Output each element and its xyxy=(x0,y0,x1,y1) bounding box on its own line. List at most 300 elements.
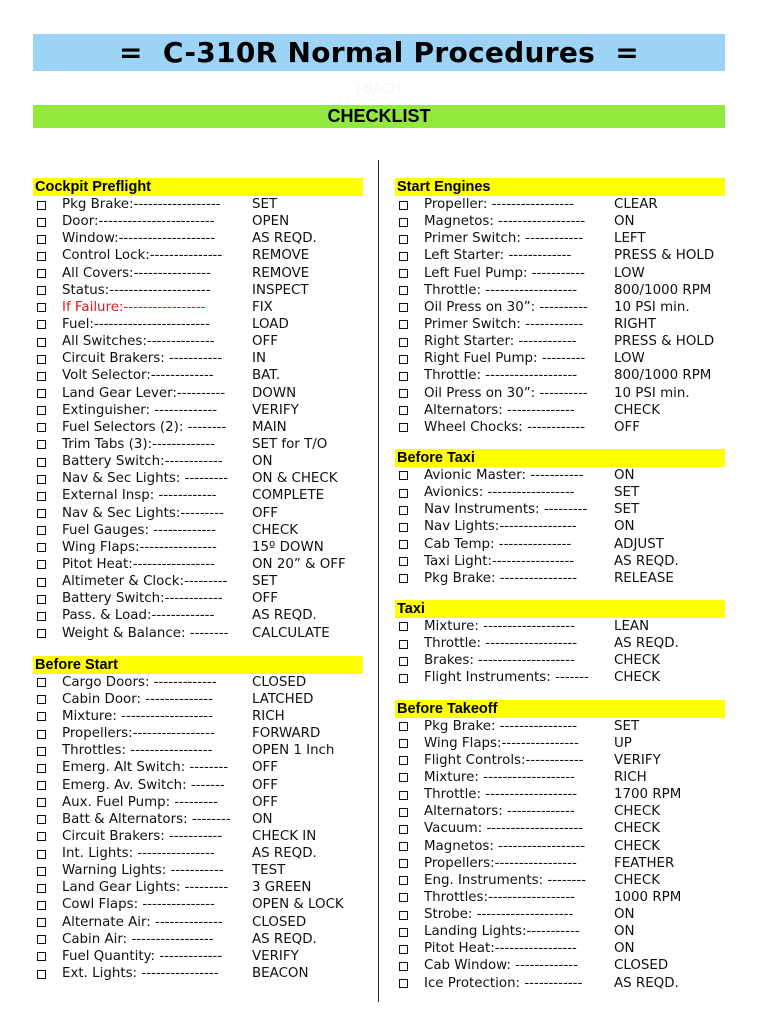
checkbox-icon[interactable] xyxy=(399,201,408,210)
checkbox-icon[interactable] xyxy=(37,695,46,704)
leader-dashes: ------------- xyxy=(148,522,217,538)
checkbox-icon[interactable] xyxy=(399,523,408,532)
checklist-row[interactable] xyxy=(33,230,363,247)
checklist-row[interactable] xyxy=(395,669,725,686)
checklist-action: RICH xyxy=(614,769,647,785)
checklist-item-label xyxy=(424,669,589,686)
leader-dashes: ------------- xyxy=(150,368,214,384)
checkbox-icon[interactable] xyxy=(399,574,408,583)
checklist-row[interactable] xyxy=(395,230,725,247)
checkbox-icon[interactable] xyxy=(399,842,408,851)
checkbox-icon[interactable] xyxy=(37,423,46,432)
item-name: Cowl Flaps: xyxy=(62,897,139,913)
checklist-row[interactable] xyxy=(395,553,725,570)
checkbox-icon[interactable] xyxy=(399,893,408,902)
checklist-row[interactable] xyxy=(33,573,363,590)
checklist-row[interactable] xyxy=(33,367,363,384)
leader-dashes: ---------------- xyxy=(499,519,577,535)
checkbox-icon[interactable] xyxy=(399,372,408,381)
checklist-row[interactable] xyxy=(33,759,363,776)
checkbox-icon[interactable] xyxy=(399,722,408,731)
checkbox-icon[interactable] xyxy=(37,303,46,312)
checklist-header-bar xyxy=(33,105,725,128)
checkbox-icon[interactable] xyxy=(37,218,46,227)
checklist-action: ON xyxy=(252,454,273,470)
checklist-row[interactable] xyxy=(395,803,725,820)
checklist-item-label xyxy=(62,607,214,624)
checklist-row[interactable] xyxy=(395,618,725,635)
item-name: Pkg Brake: xyxy=(424,718,496,734)
checklist-row[interactable] xyxy=(33,794,363,811)
checklist-action: CALCULATE xyxy=(252,625,330,641)
checkbox-icon[interactable] xyxy=(37,798,46,807)
checklist-row[interactable] xyxy=(33,539,363,556)
leader-dashes: ------------- xyxy=(151,608,215,624)
checkbox-icon[interactable] xyxy=(399,506,408,515)
checkbox-icon[interactable] xyxy=(37,747,46,756)
checkbox-icon[interactable] xyxy=(399,320,408,329)
checkbox-icon[interactable] xyxy=(399,945,408,954)
checklist-row[interactable] xyxy=(33,777,363,794)
checklist-action: REMOVE xyxy=(252,248,310,264)
checklist-row[interactable] xyxy=(395,196,725,213)
checklist-action: RELEASE xyxy=(614,570,674,586)
checkbox-icon[interactable] xyxy=(399,640,408,649)
checklist-row[interactable] xyxy=(395,820,725,837)
checklist-row[interactable] xyxy=(33,590,363,607)
checklist-row[interactable] xyxy=(33,828,363,845)
checkbox-icon[interactable] xyxy=(37,970,46,979)
checkbox-icon[interactable] xyxy=(399,557,408,566)
checklist-row[interactable] xyxy=(33,265,363,282)
checkbox-icon[interactable] xyxy=(399,791,408,800)
checklist-item-label xyxy=(62,811,231,828)
checklist-row[interactable] xyxy=(395,467,725,484)
checkbox-icon[interactable] xyxy=(399,235,408,244)
checkbox-icon[interactable] xyxy=(399,825,408,834)
item-name: Nav & Sec Lights: xyxy=(62,471,181,487)
checklist-item-label xyxy=(424,820,583,837)
checkbox-icon[interactable] xyxy=(37,526,46,535)
item-name: Fuel Quantity: xyxy=(62,948,156,964)
checkbox-icon[interactable] xyxy=(37,850,46,859)
checkbox-icon[interactable] xyxy=(399,773,408,782)
checkbox-icon[interactable] xyxy=(37,492,46,501)
leader-dashes: ----------------- xyxy=(126,743,213,759)
item-name: Primer Switch: xyxy=(424,316,521,332)
checkbox-icon[interactable] xyxy=(37,355,46,364)
checklist-item-label xyxy=(62,896,215,913)
checklist-item-label xyxy=(62,436,215,453)
section-heading: Before Start xyxy=(33,656,363,674)
checklist-row[interactable] xyxy=(33,333,363,350)
checkbox-icon[interactable] xyxy=(37,952,46,961)
checklist-row[interactable] xyxy=(33,742,363,759)
checkbox-icon[interactable] xyxy=(399,911,408,920)
checklist-action: 10 PSI min. xyxy=(614,385,690,401)
checkbox-icon[interactable] xyxy=(37,612,46,621)
checkbox-icon[interactable] xyxy=(37,901,46,910)
checklist-item-label xyxy=(424,367,577,384)
item-name: Mixture: xyxy=(62,708,117,724)
checklist-item-label xyxy=(62,794,218,811)
checkbox-icon[interactable] xyxy=(37,269,46,278)
checklist-action: VERIFY xyxy=(252,402,299,418)
item-name: Circuit Brakers: xyxy=(62,351,165,367)
item-name: Propellers: xyxy=(62,726,133,742)
checklist-row[interactable] xyxy=(33,914,363,931)
checkbox-icon[interactable] xyxy=(37,815,46,824)
checklist-item-label xyxy=(424,385,588,402)
checklist-row[interactable] xyxy=(33,436,363,453)
checklist-item-label xyxy=(62,931,214,948)
checklist-label: CHECKLIST xyxy=(327,106,431,126)
checklist-item-label xyxy=(62,845,215,862)
checkbox-icon[interactable] xyxy=(399,303,408,312)
item-name: Eng. Instruments: xyxy=(424,872,544,888)
checkbox-icon[interactable] xyxy=(37,338,46,347)
item-name: Mixture: xyxy=(424,618,479,634)
section-gap xyxy=(395,587,725,600)
item-name: Battery Switch: xyxy=(62,591,165,607)
checklist-action: ON 20” & OFF xyxy=(252,556,346,572)
checkbox-icon[interactable] xyxy=(399,252,408,261)
checklist-item-label xyxy=(424,467,583,484)
checklist-item-label xyxy=(62,350,222,367)
checklist-action: OFF xyxy=(252,777,278,793)
checkbox-icon[interactable] xyxy=(399,962,408,971)
checklist-row[interactable] xyxy=(33,419,363,436)
checkbox-icon[interactable] xyxy=(37,201,46,210)
checklist-row[interactable] xyxy=(33,862,363,879)
checklist-row[interactable] xyxy=(33,522,363,539)
checklist-row[interactable] xyxy=(395,570,725,587)
checklist-action: OFF xyxy=(252,760,278,776)
page-title-bar xyxy=(33,34,725,71)
checklist-row[interactable] xyxy=(33,299,363,316)
leader-dashes: ------------ xyxy=(154,488,217,504)
leader-dashes: --------- xyxy=(170,794,218,810)
checklist-action: SET xyxy=(252,574,278,590)
leader-dashes: ------------ xyxy=(522,419,586,435)
checkbox-icon[interactable] xyxy=(37,543,46,552)
checklist-item-label xyxy=(62,247,222,264)
checklist-row[interactable] xyxy=(395,501,725,518)
checklist-row[interactable] xyxy=(395,316,725,333)
checklist-row[interactable] xyxy=(33,708,363,725)
item-name: Primer Switch: xyxy=(424,231,521,247)
checklist-row[interactable] xyxy=(395,957,725,974)
leader-dashes: ------------ xyxy=(520,316,584,332)
checklist-item-label xyxy=(62,522,216,539)
checkbox-icon[interactable] xyxy=(37,458,46,467)
checklist-row[interactable] xyxy=(395,518,725,535)
checkbox-icon[interactable] xyxy=(399,979,408,988)
checklist-row[interactable] xyxy=(395,402,725,419)
checklist-row[interactable] xyxy=(33,948,363,965)
checklist-action: OFF xyxy=(252,334,278,350)
checklist-action: CHECK xyxy=(614,838,661,854)
checkbox-icon[interactable] xyxy=(399,859,408,868)
leader-dashes: ------------- xyxy=(155,948,223,964)
checklist-row[interactable] xyxy=(395,752,725,769)
checklist-row[interactable] xyxy=(395,889,725,906)
checklist-row[interactable] xyxy=(33,811,363,828)
checklist-row[interactable] xyxy=(395,299,725,316)
checklist-row[interactable] xyxy=(395,855,725,872)
checkbox-icon[interactable] xyxy=(37,475,46,484)
checklist-row[interactable] xyxy=(395,652,725,669)
item-name: Weight & Balance: xyxy=(62,625,186,641)
checkbox-icon[interactable] xyxy=(37,832,46,841)
checklist-row[interactable] xyxy=(395,247,725,264)
checklist-item-label xyxy=(424,419,585,436)
checkbox-icon[interactable] xyxy=(37,509,46,518)
checklist-item-label xyxy=(424,803,575,820)
checkbox-icon[interactable] xyxy=(37,406,46,415)
leader-dashes: -------------------- xyxy=(118,231,216,247)
checkbox-icon[interactable] xyxy=(399,739,408,748)
checkbox-icon[interactable] xyxy=(37,712,46,721)
checkbox-icon[interactable] xyxy=(399,540,408,549)
checklist-item-label xyxy=(424,518,577,535)
checklist-row[interactable] xyxy=(33,879,363,896)
checklist-row[interactable] xyxy=(395,718,725,735)
checkbox-icon[interactable] xyxy=(399,389,408,398)
checklist-item-label xyxy=(424,923,580,940)
checklist-row[interactable] xyxy=(395,265,725,282)
checklist-row[interactable] xyxy=(33,385,363,402)
checklist-item-label xyxy=(62,691,213,708)
item-name: Cargo Doors: xyxy=(62,674,150,690)
checklist-row[interactable] xyxy=(395,923,725,940)
checkbox-icon[interactable] xyxy=(399,269,408,278)
checklist-item-label xyxy=(62,470,228,487)
checklist-item-label xyxy=(424,906,573,923)
checklist-row[interactable] xyxy=(395,213,725,230)
checklist-row[interactable] xyxy=(395,769,725,786)
checklist-row[interactable] xyxy=(395,282,725,299)
checklist-row[interactable] xyxy=(33,625,363,642)
item-name: All Covers: xyxy=(62,265,134,281)
item-name: Propeller: xyxy=(424,197,488,212)
item-name: Alternate Air: xyxy=(62,914,151,930)
checkbox-icon[interactable] xyxy=(37,286,46,295)
checkbox-icon[interactable] xyxy=(37,320,46,329)
checklist-row[interactable] xyxy=(395,838,725,855)
item-name: Emerg. Av. Switch: xyxy=(62,777,187,793)
leader-dashes: -------------------- xyxy=(473,653,575,669)
checklist-row[interactable] xyxy=(395,975,725,992)
checklist-action: ON xyxy=(252,811,273,827)
item-name: Fuel: xyxy=(62,316,94,332)
checklist-row[interactable] xyxy=(395,419,725,436)
checkbox-icon[interactable] xyxy=(37,595,46,604)
leader-dashes: ------------------- xyxy=(478,769,575,785)
checkbox-icon[interactable] xyxy=(399,622,408,631)
checklist-row[interactable] xyxy=(33,505,363,522)
checklist-row[interactable] xyxy=(33,896,363,913)
checklist-row[interactable] xyxy=(395,385,725,402)
leader-dashes: -------------- xyxy=(146,334,215,350)
checklist-item-label xyxy=(62,708,213,725)
checklist-action: SET for T/O xyxy=(252,436,328,452)
page-title: = C-310R Normal Procedures = xyxy=(119,36,639,69)
section-heading: Taxi xyxy=(395,600,725,618)
checkbox-icon[interactable] xyxy=(37,781,46,790)
checklist-row[interactable] xyxy=(33,931,363,948)
checkbox-icon[interactable] xyxy=(399,489,408,498)
checklist-item-label xyxy=(424,752,584,769)
checklist-row[interactable] xyxy=(33,316,363,333)
item-name: Magnetos: xyxy=(424,838,494,854)
checklist-action: AS REQD. xyxy=(252,231,317,247)
checklist-action: LATCHED xyxy=(252,691,314,707)
checklist-row[interactable] xyxy=(33,725,363,742)
item-name: External Insp: xyxy=(62,488,155,504)
checkbox-icon[interactable] xyxy=(399,876,408,885)
checkbox-icon[interactable] xyxy=(37,578,46,587)
checklist-action: CHECK IN xyxy=(252,828,317,844)
item-name: Throttles: xyxy=(62,743,127,759)
checklist-item-label xyxy=(62,573,227,590)
checklist-action: CLOSED xyxy=(252,674,307,690)
checklist-action: PRESS & HOLD xyxy=(614,248,715,264)
checkbox-icon[interactable] xyxy=(37,867,46,876)
checklist-item-label xyxy=(62,402,217,419)
checkbox-icon[interactable] xyxy=(399,928,408,937)
checklist-row[interactable] xyxy=(395,484,725,501)
item-name: Avionics: xyxy=(424,485,484,501)
checkbox-icon[interactable] xyxy=(399,286,408,295)
checklist-row[interactable] xyxy=(33,845,363,862)
leader-dashes: --------- xyxy=(180,880,229,896)
leader-dashes: ----------------- xyxy=(132,556,215,572)
checkbox-icon[interactable] xyxy=(399,471,408,480)
checklist-row[interactable] xyxy=(33,556,363,573)
checklist-row[interactable] xyxy=(33,350,363,367)
checklist-action: AS REQD. xyxy=(252,846,317,862)
checklist-action: LEFT xyxy=(614,231,646,247)
checklist-row[interactable] xyxy=(395,940,725,957)
leader-dashes: ------------- xyxy=(152,436,215,452)
checkbox-icon[interactable] xyxy=(399,657,408,666)
checklist-item-label xyxy=(424,501,587,518)
item-name: Volt Selector: xyxy=(62,368,151,384)
item-name: Pitot Heat: xyxy=(424,941,495,957)
checklist-row[interactable] xyxy=(395,872,725,889)
checkbox-icon[interactable] xyxy=(399,423,408,432)
checklist-row[interactable] xyxy=(395,333,725,350)
checkbox-icon[interactable] xyxy=(399,338,408,347)
checkbox-icon[interactable] xyxy=(37,678,46,687)
leader-dashes: --------- xyxy=(539,502,588,518)
checklist-row[interactable] xyxy=(395,786,725,803)
checklist-row[interactable] xyxy=(33,213,363,230)
checklist-row[interactable] xyxy=(33,402,363,419)
checklist-row[interactable] xyxy=(33,965,363,982)
checklist-row[interactable] xyxy=(33,196,363,213)
checklist-action: AS REQD. xyxy=(614,553,679,569)
checklist-row[interactable] xyxy=(395,635,725,652)
item-name: Magnetos: xyxy=(424,214,494,230)
checklist-row[interactable] xyxy=(395,735,725,752)
checklist-action: SET xyxy=(614,485,640,501)
checklist-action: CHECK xyxy=(614,653,661,669)
checklist-row[interactable] xyxy=(33,607,363,624)
checkbox-icon[interactable] xyxy=(37,918,46,927)
checkbox-icon[interactable] xyxy=(37,372,46,381)
leader-dashes: -------- xyxy=(185,625,229,641)
checklist-item-label xyxy=(62,453,223,470)
checklist-row[interactable] xyxy=(33,691,363,708)
checkbox-icon[interactable] xyxy=(37,252,46,261)
leader-dashes: -------------- xyxy=(502,804,575,820)
leader-dashes: ------------------------ xyxy=(93,316,210,332)
leader-dashes: --------- xyxy=(180,505,224,521)
section-heading: Before Takeoff xyxy=(395,700,725,718)
checkbox-icon[interactable] xyxy=(37,764,46,773)
checklist-row[interactable] xyxy=(33,282,363,299)
checkbox-icon[interactable] xyxy=(37,389,46,398)
checklist-item-label xyxy=(424,786,577,803)
checklist-row[interactable] xyxy=(395,350,725,367)
checklist-action: FORWARD xyxy=(252,726,321,742)
checklist-item-label xyxy=(62,556,215,573)
checklist-action: SET xyxy=(252,197,278,212)
checklist-action: COMPLETE xyxy=(252,488,325,504)
checkbox-icon[interactable] xyxy=(399,218,408,227)
checklist-action: CHECK xyxy=(614,670,661,686)
checkbox-icon[interactable] xyxy=(37,884,46,893)
checkbox-icon[interactable] xyxy=(399,406,408,415)
checklist-row[interactable] xyxy=(395,367,725,384)
checklist-row[interactable] xyxy=(33,487,363,504)
item-name: Nav Lights: xyxy=(424,519,500,535)
item-name: Pkg Brake: xyxy=(424,570,496,586)
checkbox-icon[interactable] xyxy=(399,674,408,683)
checklist-action: MAIN xyxy=(252,419,287,435)
item-name: Vacuum: xyxy=(424,821,483,837)
checkbox-icon[interactable] xyxy=(37,935,46,944)
checklist-action: 3 GREEN xyxy=(252,880,312,896)
checklist-row[interactable] xyxy=(33,470,363,487)
checklist-row[interactable] xyxy=(395,536,725,553)
checklist-row[interactable] xyxy=(33,453,363,470)
leader-dashes: --------- xyxy=(537,351,586,367)
checkbox-icon[interactable] xyxy=(37,560,46,569)
checklist-item-label xyxy=(424,618,575,635)
leader-dashes: ------------------ xyxy=(483,485,575,501)
checklist-action: 10 PSI min. xyxy=(614,299,690,315)
checkbox-icon[interactable] xyxy=(37,440,46,449)
checklist-row[interactable] xyxy=(33,674,363,691)
checklist-action: CHECK xyxy=(252,522,299,538)
checkbox-icon[interactable] xyxy=(399,355,408,364)
checkbox-icon[interactable] xyxy=(37,730,46,739)
checkbox-icon[interactable] xyxy=(399,808,408,817)
checklist-row[interactable] xyxy=(395,906,725,923)
checkbox-icon[interactable] xyxy=(37,629,46,638)
leader-dashes: ----------- xyxy=(527,265,585,281)
checklist-action: OFF xyxy=(614,419,640,435)
checkbox-icon[interactable] xyxy=(37,235,46,244)
checklist-row[interactable] xyxy=(33,247,363,264)
checklist-item-label xyxy=(424,889,575,906)
checkbox-icon[interactable] xyxy=(399,756,408,765)
checklist-action: BEACON xyxy=(252,966,309,982)
checklist-item-label xyxy=(424,635,577,652)
